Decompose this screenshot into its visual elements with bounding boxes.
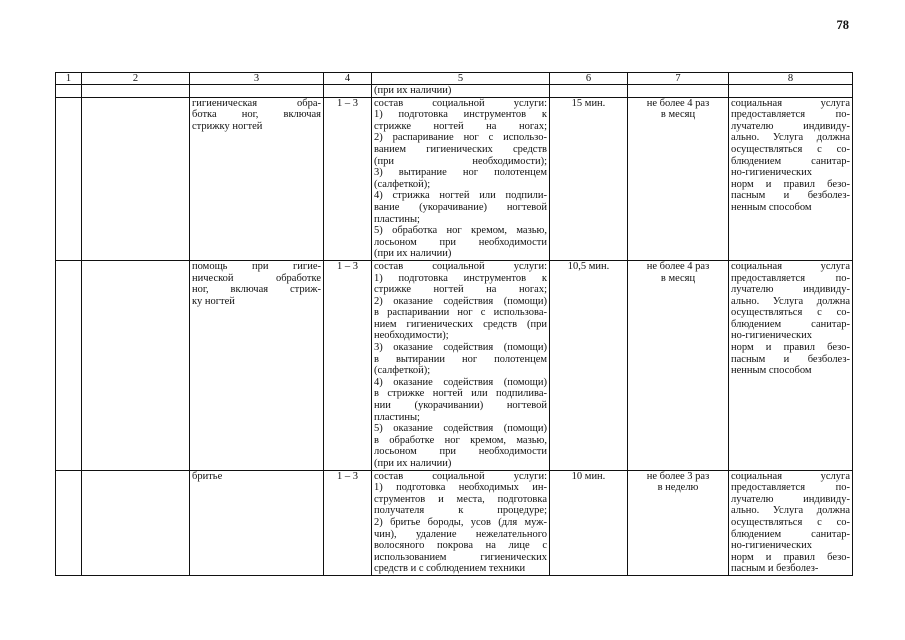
column-number: 8 — [729, 73, 853, 85]
column-number: 3 — [190, 73, 324, 85]
frequency-cell — [628, 97, 729, 260]
text-line: использованием гигиенических — [374, 551, 547, 563]
text-line: стрижке ногтей на ногах; — [374, 120, 547, 132]
text-line: 1) подготовка инструментов к — [374, 272, 547, 284]
row-number-cell — [56, 97, 82, 260]
text-line: предоставляется по- — [731, 109, 850, 121]
text-line: состав социальной услуги: — [374, 97, 547, 109]
tariff-cell: 1 – 3 — [324, 97, 372, 260]
text-line: ботка ног, включая — [192, 109, 321, 121]
text-line: блюдением санитар- — [731, 318, 850, 330]
service-name-cell — [190, 470, 324, 575]
text-line: ально. Услуга должна — [731, 132, 850, 144]
service-row — [56, 97, 853, 260]
text-line: волосяного покрова на лице с — [374, 540, 547, 552]
text-line: в месяц — [660, 272, 696, 284]
duration-cell: 10,5 мин. — [550, 260, 628, 470]
column-number: 4 — [324, 73, 372, 85]
text-line: в месяц — [660, 109, 696, 121]
service-content-cell — [372, 260, 550, 470]
column-number: 2 — [82, 73, 190, 85]
text-line: пластины; — [374, 411, 420, 423]
text-line: вание (укорачивание) ногтевой — [374, 201, 547, 213]
text-line: предоставляется по- — [731, 482, 850, 494]
text-line: предоставляется по- — [731, 272, 850, 284]
text-line: 5) оказание содействия (помощи) — [374, 423, 547, 435]
column-number: 7 — [628, 73, 729, 85]
text-line: норм и правил безо- — [731, 342, 850, 354]
text-line: ненным способом — [731, 201, 812, 213]
text-line: не более 4 раз — [646, 97, 710, 109]
text-line: лучателю индивиду- — [731, 493, 850, 505]
duration-cell: 10 мин. — [550, 470, 628, 575]
text-line: (при необходимости); — [374, 155, 547, 167]
text-line: ванием гигиенических средств — [374, 143, 547, 155]
text-line: лосьоном при необходимости — [374, 236, 547, 248]
column-number: 6 — [550, 73, 628, 85]
text-line: нии (укорачивании) ногтевой — [374, 400, 547, 412]
conditions-cell — [729, 260, 853, 470]
category-cell — [82, 97, 190, 260]
text-line: 5) обработка ног кремом, мазью, — [374, 225, 547, 237]
text-line: (при их наличии) — [374, 458, 452, 469]
text-line: социальная услуга — [731, 97, 850, 109]
text-line: гигиеническая обра- — [192, 97, 321, 109]
category-cell — [82, 470, 190, 575]
column-number: 1 — [56, 73, 82, 85]
text-line: 2) бритье бороды, усов (для муж- — [374, 516, 547, 528]
service-content-cell — [372, 470, 550, 575]
text-line: пластины; — [374, 213, 420, 225]
text-line: в неделю — [657, 482, 699, 494]
text-line: блюдением санитар- — [731, 155, 850, 167]
continuation-row — [56, 85, 853, 98]
text-line: в вытирании ног полотенцем — [374, 353, 547, 365]
text-line: 4) оказание содействия (помощи) — [374, 376, 547, 388]
category-cell — [82, 260, 190, 470]
text-line: не более 4 раз — [646, 260, 710, 272]
text-line: не более 3 раз — [646, 470, 710, 482]
text-line: лучателю индивиду- — [731, 120, 850, 132]
text-line: 3) оказание содействия (помощи) — [374, 342, 547, 354]
duration-cell: 15 мин. — [550, 97, 628, 260]
text-line: 2) распаривание ног с использо- — [374, 132, 547, 144]
text-line: 4) стрижка ногтей или подпили- — [374, 190, 547, 202]
frequency-cell — [628, 260, 729, 470]
text-line: в распаривании ног с использова- — [374, 307, 547, 319]
text-line: лучателю индивиду- — [731, 284, 850, 296]
text-line: пасным и безболез- — [731, 563, 819, 575]
text-line: струментов и места, подготовка — [374, 493, 547, 505]
text-line: норм и правил безо- — [731, 551, 850, 563]
tariff-cell: 1 – 3 — [324, 470, 372, 575]
text-line: в стрижке ногтей или подпилива- — [374, 388, 547, 400]
text-line: в обработке ног кремом, мазью, — [374, 434, 547, 446]
row-number-cell — [56, 470, 82, 575]
row-number-cell — [56, 260, 82, 470]
text-line: стрижке ногтей на ногах; — [374, 284, 547, 296]
text-line: стрижку ногтей — [192, 120, 263, 132]
text-line: осуществляться с со- — [731, 307, 850, 319]
text-line: но-гигиенических — [731, 540, 812, 552]
text-line: (при их наличии) — [374, 248, 452, 260]
text-line: пасным и безболез- — [731, 353, 850, 365]
services-table — [55, 72, 853, 576]
conditions-cell — [729, 470, 853, 575]
text-line: осуществляться с со- — [731, 516, 850, 528]
text-line: социальная услуга — [731, 470, 850, 482]
service-name-cell — [190, 260, 324, 470]
text-line: пасным и безболез- — [731, 190, 850, 202]
text-line: но-гигиенических — [731, 167, 812, 179]
text-line: чин), удаление нежелательного — [374, 528, 547, 540]
text-line: 3) вытирание ног полотенцем — [374, 167, 547, 179]
text-line: состав социальной услуги: — [374, 260, 547, 272]
service-row — [56, 260, 853, 470]
text-line: 1) подготовка необходимых ин- — [374, 482, 547, 494]
text-line: получателя к процедуре; — [374, 505, 547, 517]
text-line: помощь при гигие- — [192, 260, 321, 272]
page-number: 78 — [836, 18, 849, 32]
text-line: блюдением санитар- — [731, 528, 850, 540]
text-line: социальная услуга — [731, 260, 850, 272]
text-line: состав социальной услуги: — [374, 470, 547, 482]
text-line: 1) подготовка инструментов к — [374, 109, 547, 121]
text-line: лосьоном при необходимости — [374, 446, 547, 458]
text-line: норм и правил безо- — [731, 178, 850, 190]
text-line: ненным способом — [731, 365, 812, 377]
column-number-row — [56, 73, 853, 85]
text-line: ально. Услуга должна — [731, 505, 850, 517]
text-line: ку ногтей — [192, 295, 235, 307]
service-row — [56, 470, 853, 575]
continuation-cell: (при их наличии) — [372, 85, 550, 98]
text-line: (салфеткой); — [374, 365, 431, 377]
text-line: средств и с соблюдением техники — [374, 563, 526, 575]
text-line: необходимости); — [374, 330, 449, 342]
service-name-cell — [190, 97, 324, 260]
conditions-cell — [729, 97, 853, 260]
frequency-cell — [628, 470, 729, 575]
text-line: бритье — [192, 470, 223, 482]
text-line: ально. Услуга должна — [731, 295, 850, 307]
text-line: нической обработке — [192, 272, 321, 284]
text-line: осуществляться с со- — [731, 143, 850, 155]
text-line: нием гигиенических средств (при — [374, 318, 547, 330]
text-line: ног, включая стриж- — [192, 284, 321, 296]
text-line: 2) оказание содействия (помощи) — [374, 295, 547, 307]
service-content-cell — [372, 97, 550, 260]
text-line: (салфеткой); — [374, 178, 431, 190]
text-line: но-гигиенических — [731, 330, 812, 342]
tariff-cell: 1 – 3 — [324, 260, 372, 470]
column-number: 5 — [372, 73, 550, 85]
